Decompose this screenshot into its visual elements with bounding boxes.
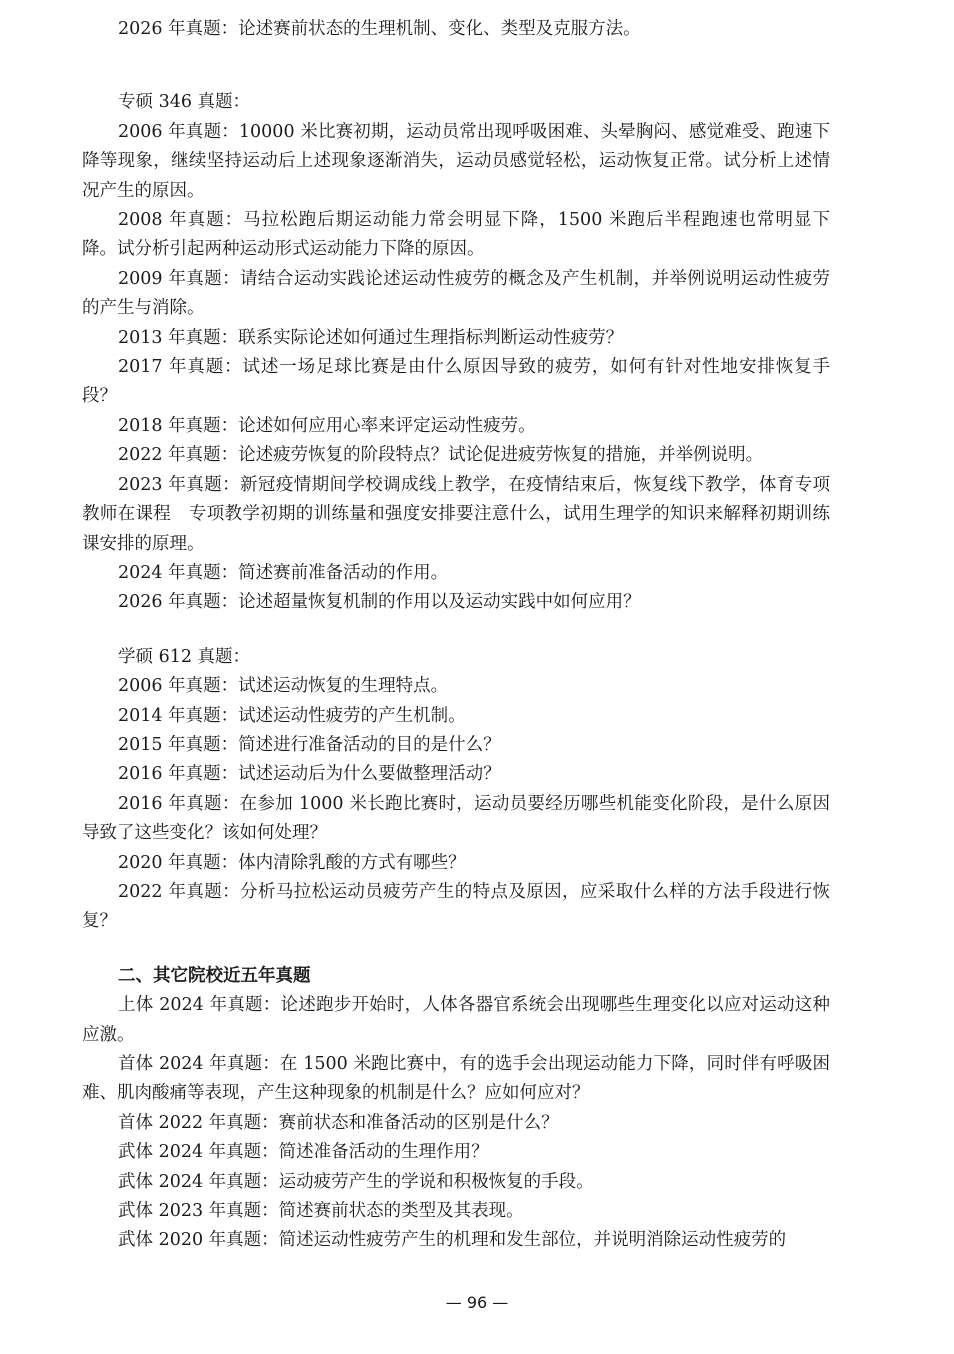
zhuanshuo-item: 2009 年真题：请结合运动实践论述运动性疲劳的概念及产生机制，并举例说明运动性疲劳的产生与消除。 <box>82 268 830 319</box>
other-school-item: 武体 2024 年真题：运动疲劳产生的学说和积极恢复的手段。 <box>118 1171 594 1192</box>
page-number: — 96 — <box>445 1293 509 1312</box>
xueshuo-heading: 学硕 612 真题： <box>118 646 251 667</box>
zhuanshuo-item: 2024 年真题：简述赛前准备活动的作用。 <box>118 562 449 583</box>
other-school-item: 武体 2020 年真题：简述运动性疲劳产生的机理和发生部位，并说明消除运动性疲劳的 <box>118 1230 787 1251</box>
other-school-item: 武体 2024 年真题：简述准备活动的生理作用？ <box>118 1142 489 1163</box>
xueshuo-item: 2016 年真题：试述运动后为什么要做整理活动？ <box>118 764 501 785</box>
zhuanshuo-item: 2026 年真题：论述超量恢复机制的作用以及运动实践中如何应用？ <box>118 592 641 613</box>
zhuanshuo-item: 2017 年真题：试述一场足球比赛是由什么原因导致的疲劳，如何有针对性地安排恢复手段？ <box>82 357 830 407</box>
zhuanshuo-heading: 专硕 346 真题： <box>118 92 251 113</box>
zhuanshuo-item: 2013 年真题：联系实际论述如何通过生理指标判断运动性疲劳？ <box>118 327 624 348</box>
section-heading: 二、其它院校近五年真题 <box>118 965 311 986</box>
xueshuo-item: 2022 年真题：分析马拉松运动员疲劳产生的特点及原因，应采取什么样的方法手段进行恢复？ <box>82 881 830 932</box>
other-school-item: 首体 2022 年真题：赛前状态和准备活动的区别是什么？ <box>118 1112 559 1133</box>
spacer <box>82 44 830 88</box>
xueshuo-item: 2020 年真题：体内清除乳酸的方式有哪些？ <box>118 852 466 873</box>
zhuanshuo-item: 2022 年真题：论述疲劳恢复的阶段特点？试论促进疲劳恢复的措施，并举例说明。 <box>118 445 764 466</box>
xueshuo-item: 2006 年真题：试述运动恢复的生理特点。 <box>118 676 449 697</box>
other-school-item: 首体 2024 年真题：在 1500 米跑比赛中，有的选手会出现运动能力下降，同时伴有呼吸困难、肌肉酸痛等表现，产生这种现象的机制是什么？应如何应对？ <box>82 1054 830 1104</box>
xueshuo-item: 2016 年真题：在参加 1000 米长跑比赛时，运动员要经历哪些机能变化阶段，是什么原因导致了这些变化？该如何处理？ <box>82 793 830 844</box>
page-content <box>82 15 830 1256</box>
zhuanshuo-item: 2006 年真题：10000 米比赛初期，运动员常出现呼吸困难、头晕胸闷、感觉难受、跑速下降等现象，继续坚持运动后上述现象逐渐消失，运动员感觉轻松，运动恢复正常。试分析上述情况产生的原因。 <box>82 121 830 201</box>
zhuanshuo-item: 2023 年真题：新冠疫情期间学校调成线上教学，在疫情结束后，恢复线下教学，体育专项教师在课程 专项教学初期的训练量和强度安排要注意什么，试用生理学的知识来解释初期训练课安排的原理。 <box>82 474 830 554</box>
zhuanshuo-item: 2008 年真题：马拉松跑后期运动能力常会明显下降，1500 米跑后半程跑速也常明显下降。试分析引起两种运动形式运动能力下降的原因。 <box>82 210 830 260</box>
spacer <box>82 937 830 962</box>
other-school-item: 上体 2024 年真题：论述跑步开始时，人体各器官系统会出现哪些生理变化以应对运动这种应激。 <box>82 995 830 1045</box>
xueshuo-item: 2014 年真题：试述运动性疲劳的产生机制。 <box>118 705 466 726</box>
spacer <box>82 618 830 643</box>
question-2026-top: 2026 年真题：论述赛前状态的生理机制、变化、类型及克服方法。 <box>118 19 641 39</box>
other-school-item: 武体 2023 年真题：简述赛前状态的类型及其表现。 <box>118 1201 524 1222</box>
xueshuo-item: 2015 年真题：简述进行准备活动的目的是什么？ <box>118 734 501 755</box>
zhuanshuo-item: 2018 年真题：论述如何应用心率来评定运动性疲劳。 <box>118 415 536 436</box>
